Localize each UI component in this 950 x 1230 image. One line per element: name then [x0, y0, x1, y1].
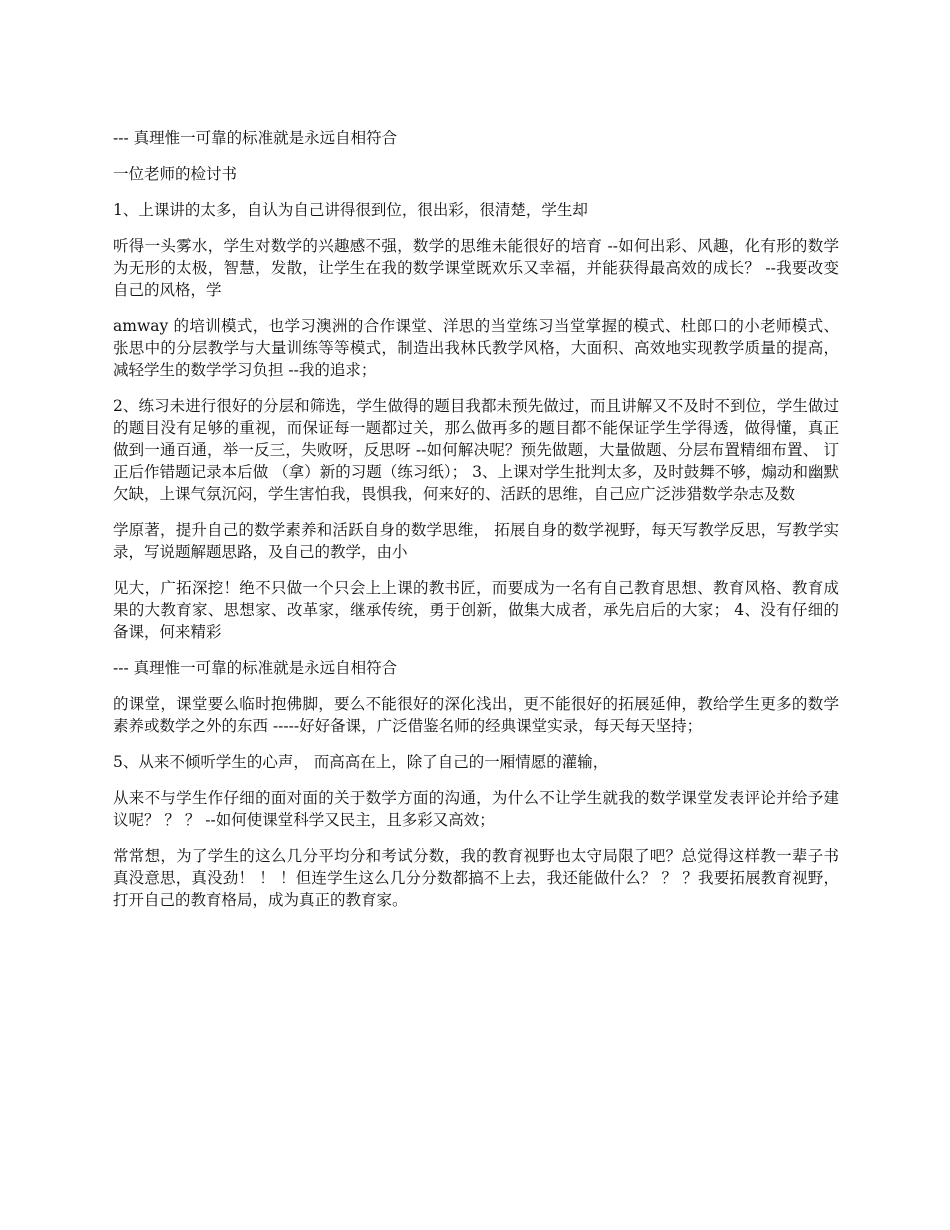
paragraph: 听得一头雾水，学生对数学的兴趣感不强，数学的思维未能很好的培育 --如何出彩、风趣，化有形的数学为无形的太极，智慧，发散，让学生在我的数学课堂既欢乐又幸福，并能获得最高效的成长？ --我要改变自己的风格，学 [113, 237, 839, 299]
paragraph: 5、从来不倾听学生的心声， 而高高在上，除了自己的一厢情愿的灌输， [113, 753, 609, 771]
document-body [113, 127, 839, 925]
paragraph: 从来不与学生作仔细的面对面的关于数学方面的沟通，为什么不让学生就我的数学课堂发表评论并给予建议呢？ ？ ？ --如何使课堂科学又民主，且多彩又高效； [113, 789, 839, 829]
motto-line: --- 真理惟一可靠的标准就是永远自相符合 [113, 659, 398, 677]
document-title: 一位老师的检讨书 [113, 165, 238, 183]
paragraph: 学原著，提升自己的数学素养和活跃自身的数学思维， 拓展自身的数学视野，每天写教学反思，写教学实录，写说题解题思路，及自己的教学，由小 [113, 521, 839, 561]
paragraph: 2、练习未进行很好的分层和筛选，学生做得的题目我都未预先做过，而且讲解又不及时不到位，学生做过的题目没有足够的重视，而保证每一题都过关，那么做再多的题目都不能保证学生学得透，做得懂，真正做到一通百通，举一反三，失败呀，反思呀 --如何解决呢？预先做题，大量做题、分层布置精细布置、 订正后作错题记录本后做 （拿）新的习题（练习纸）； 3、上课对学生批判太多，及时鼓舞不够，煽动和幽默欠缺，上课气氛沉闷，学生害怕我，畏惧我，何来好的、活跃的思维，自己应广泛涉猎数学杂志及数 [113, 397, 839, 503]
paragraph: 常常想，为了学生的这么几分平均分和考试分数，我的教育视野也太守局限了吧？总觉得这样教一辈子书真没意思，真没劲！ ！ ！但连学生这么几分分数都搞不上去，我还能做什么？ ？ ？我要拓展教育视野，打开自己的教育格局，成为真正的教育家。 [113, 847, 839, 909]
paragraph: 1、上课讲的太多，自认为自己讲得很到位，很出彩，很清楚，学生却 [113, 201, 588, 219]
paragraph: 见大，广拓深挖！绝不只做一个只会上上课的教书匠，而要成为一名有自己教育思想、教育风格、教育成果的大教育家、思想家、改革家，继承传统，勇于创新，做集大成者，承先启后的大家； 4、没有仔细的备课，何来精彩 [113, 579, 839, 641]
motto-line: --- 真理惟一可靠的标准就是永远自相符合 [113, 129, 398, 147]
paragraph: 的课堂，课堂要么临时抱佛脚，要么不能很好的深化浅出，更不能很好的拓展延伸，教给学生更多的数学素养或数学之外的东西 -----好好备课，广泛借鉴名师的经典课堂实录，每天每天坚持； [113, 695, 839, 735]
paragraph: amway 的培训模式，也学习澳洲的合作课堂、洋思的当堂练习当堂掌握的模式、杜郎口的小老师模式、张思中的分层教学与大量训练等等模式，制造出我林氏教学风格，大面积、高效地实现教学质量的提高，减轻学生的数学学习负担 --我的追求； [113, 317, 839, 379]
